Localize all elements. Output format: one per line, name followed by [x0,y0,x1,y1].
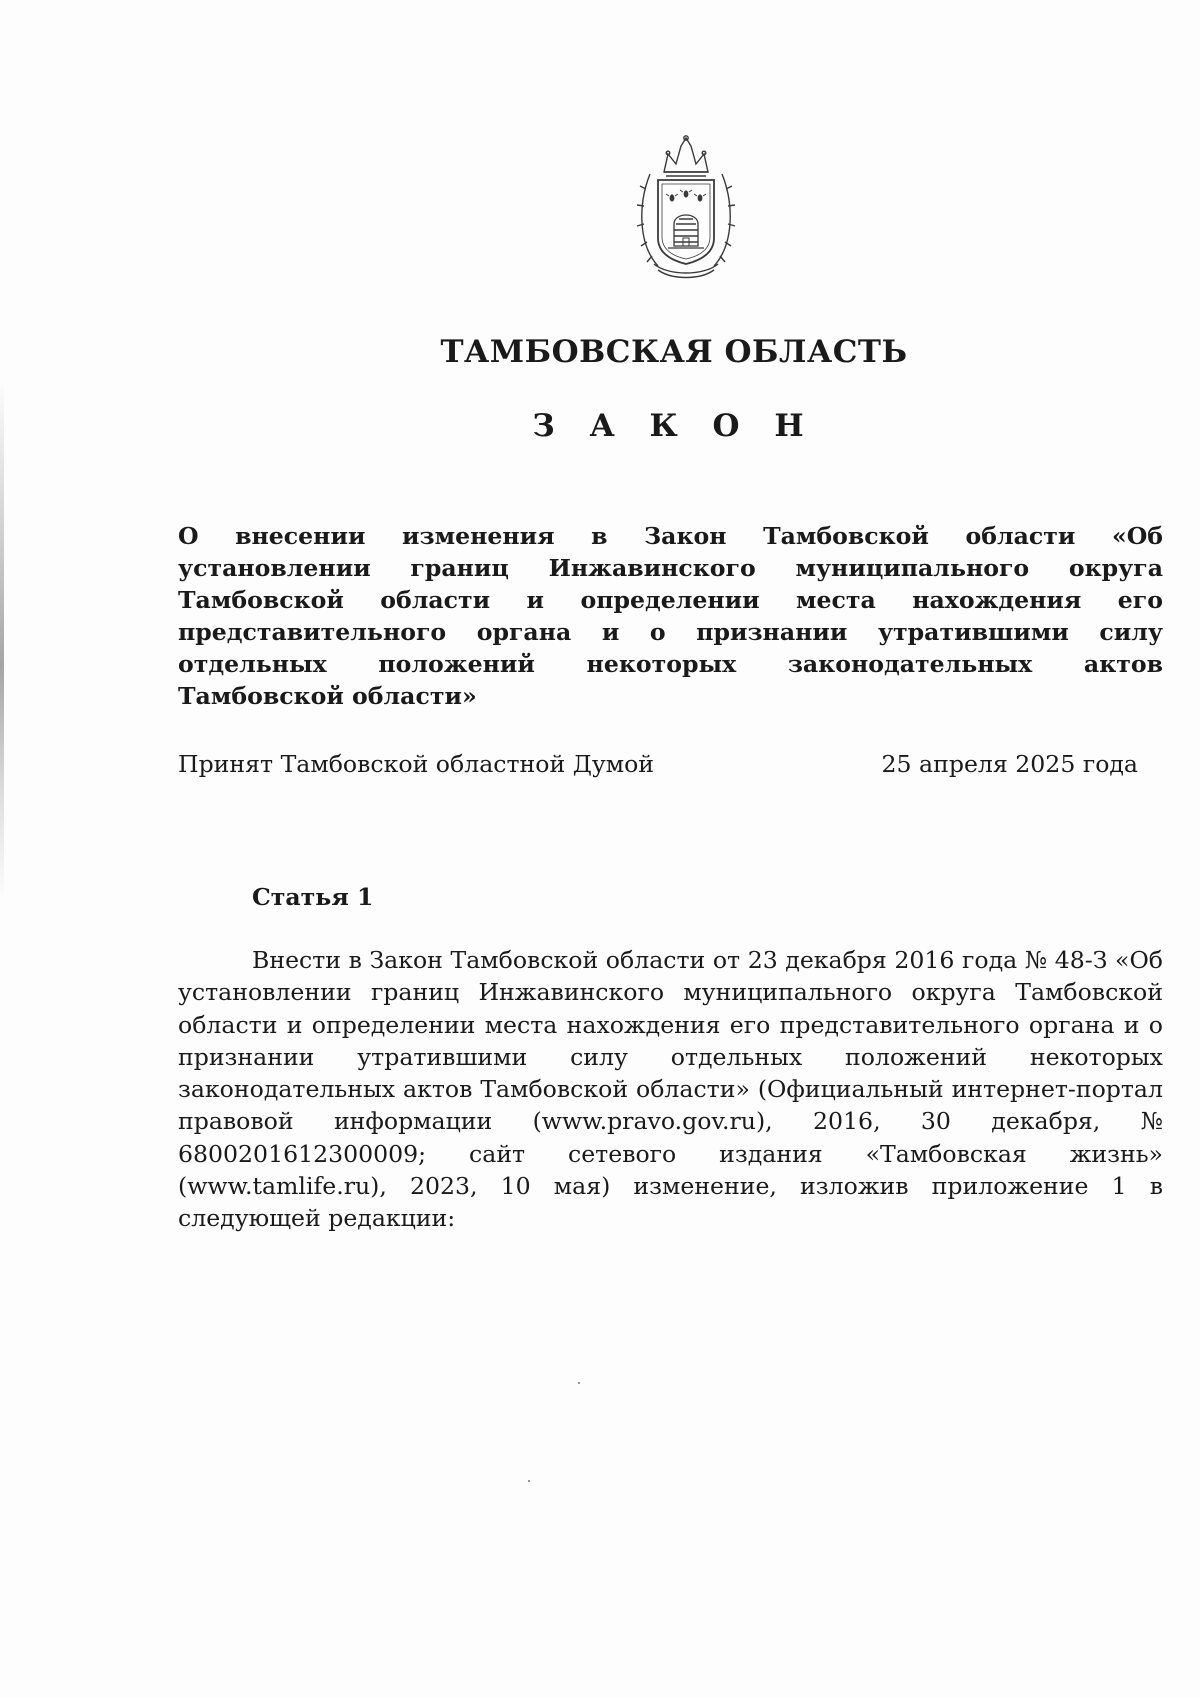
scan-shadow-edge [0,380,4,900]
article-body-paragraph: Внести в Закон Тамбовской области от 23 декабря 2016 года № 48-З «Об установлении границ Инжавинского муниципального округа Тамбовской области и определении места нахождения его представительного органа и о признании утратившими силу отдельных положений некоторых законодательных актов Тамбовской области» (Официальный интернет-портал правовой информации (www.pravo.gov.ru), 2016, 30 декабря, № 6800201612300009; сайт сетевого издания «Тамбовская жизнь» (www.tamlife.ru), 2023, 10 мая) изменение, изложив приложение 1 в следующей редакции: [178,946,1163,1233]
article-heading: Статья 1 [252,883,374,911]
adoption-authority: Принят Тамбовской областной Думой [178,750,655,778]
scan-speck [578,1382,580,1384]
adoption-date: 25 апреля 2025 года [881,750,1138,778]
law-subject-heading: О внесении изменения в Закон Тамбовской области «Об установлении границ Инжавинского муниципального округа Тамбовской области и определении места нахождения его представительного органа и о признании утратившими силу отдельных положений некоторых законодательных актов Тамбовской области» [178,522,1163,710]
tambov-coat-of-arms-icon [628,134,744,280]
document-type-title: З А К О Н [532,408,816,444]
region-title: ТАМБОВСКАЯ ОБЛАСТЬ [440,334,908,370]
scan-speck [528,1480,530,1482]
